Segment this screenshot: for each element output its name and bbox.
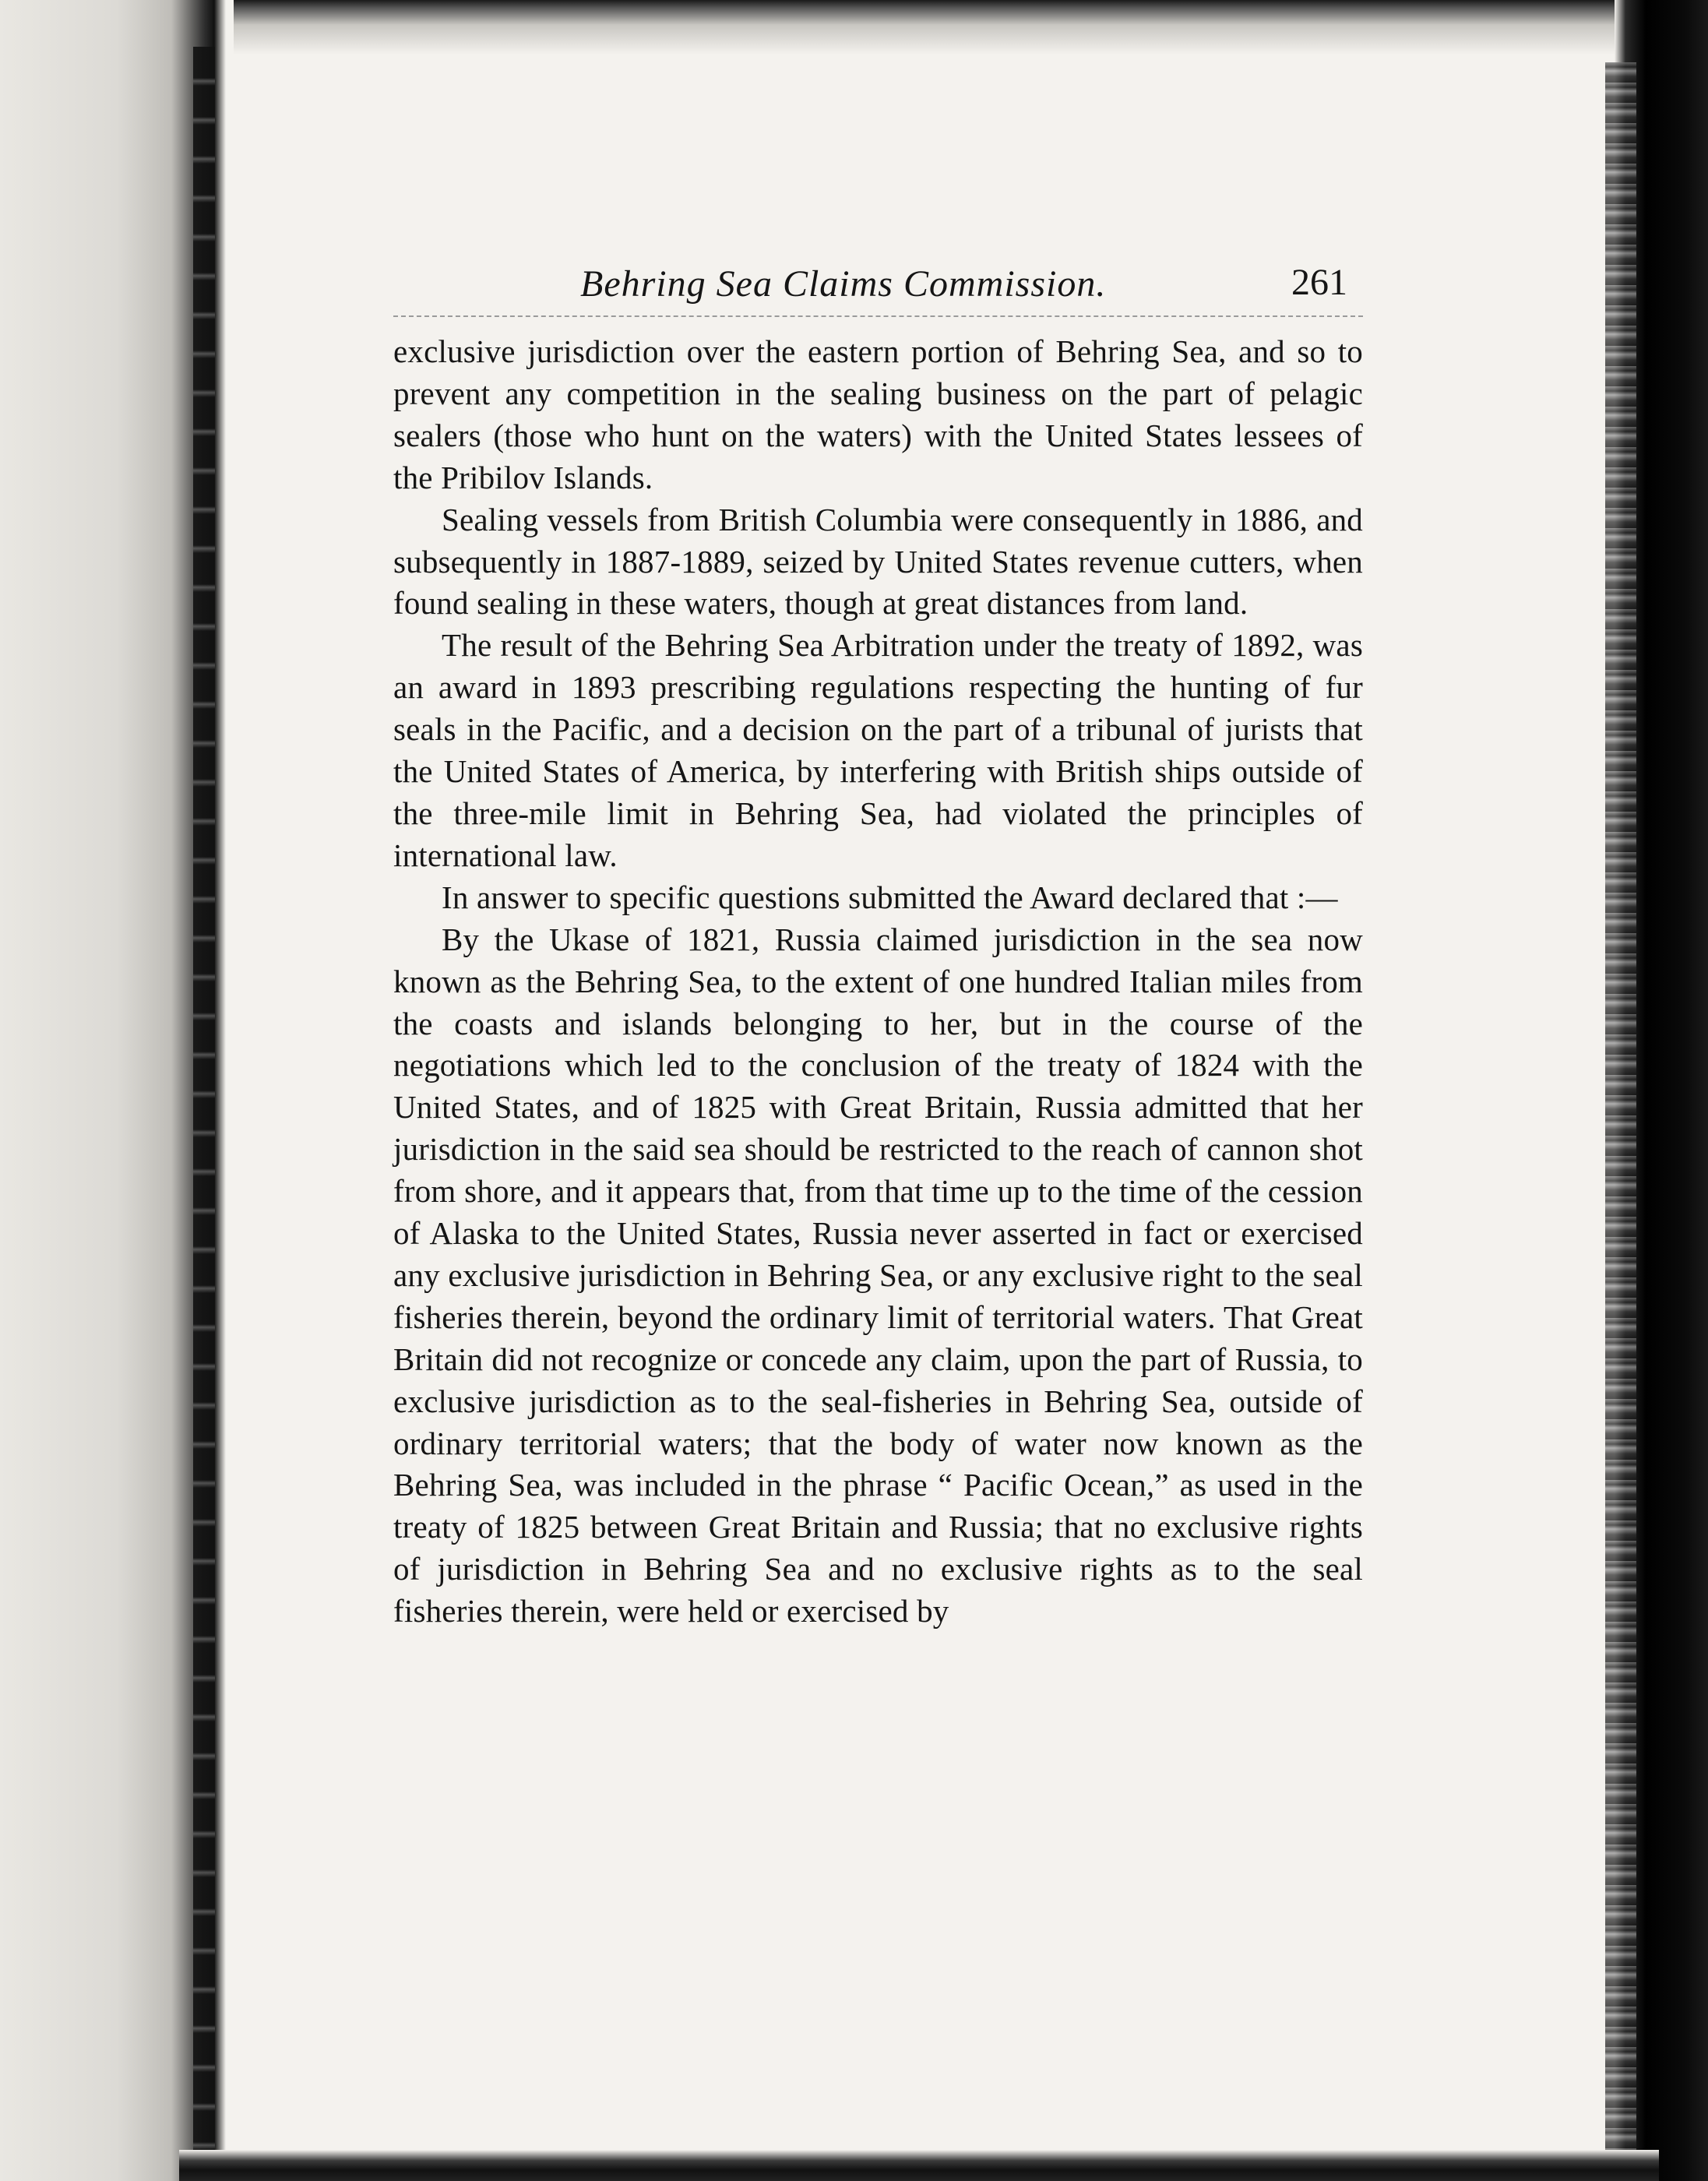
scan-bottom-edge: [179, 2150, 1659, 2181]
paragraph: In answer to specific questions submitted the Award declared that :—: [442, 879, 1338, 915]
paragraph-continued: exclusive jurisdiction over the eastern portion of Behring Sea, and so to prevent any competition in the sealing business on the part of pelagic sealers (those who hunt on the waters) with the United States lessees of the Pribilov Islands.: [393, 333, 1363, 495]
paragraph: Sealing vessels from British Columbia were consequently in 1886, and subsequently in 1887-1889, seized by United States revenue cutters, when found sealing in these waters, though at great distances from land.: [393, 501, 1363, 622]
running-head: [393, 253, 1363, 317]
scan-top-edge: [0, 0, 1708, 55]
page-stack-edge: [1605, 62, 1636, 2150]
book-binding: [193, 47, 215, 2165]
paragraph: By the Ukase of 1821, Russia claimed jurisdiction in the sea now known as the Behring Sea, to the extent of one hundred Italian miles from the coasts and islands belonging to her, but in the course of the negotiations which led to the conclusion of the treaty of 1824 with the United States, and of 1825 with Great Britain, Russia admitted that her jurisdiction in the said sea should be restricted to the reach of cannon shot from shore, and it appears that, from that time up to the time of the cession of Alaska to the United States, Russia never asserted in fact or exercised any exclusive jurisdiction in Behring Sea, or any exclusive right to the seal fisheries therein, beyond the ordinary limit of territorial waters. That Great Britain did not recognize or concede any claim, upon the part of Russia, to exclusive jurisdiction as to the seal-fisheries in Behring Sea, outside of ordinary territorial waters; that the body of water now known as the Behring Sea, was included in the phrase “ Pacific Ocean,” as used in the treaty of 1825 between Great Britain and Russia; that no exclusive rights of jurisdiction in Behring Sea and no exclusive rights as to the seal fisheries therein, were held or exercised by: [393, 921, 1363, 1630]
book-page: [393, 253, 1363, 1633]
page-number: 261: [1291, 262, 1347, 303]
body-text: [393, 331, 1363, 1633]
running-title: Behring Sea Claims Commission.: [580, 263, 1107, 305]
paragraph: The result of the Behring Sea Arbitration under the treaty of 1892, was an award in 1893 prescribing regulations respecting the hunting of fur seals in the Pacific, and a decision on the part of a tribunal of jurists that the United States of America, by interfering with British ships outside of the three-mile limit in Behring Sea, had violated the principles of international law.: [393, 627, 1363, 873]
